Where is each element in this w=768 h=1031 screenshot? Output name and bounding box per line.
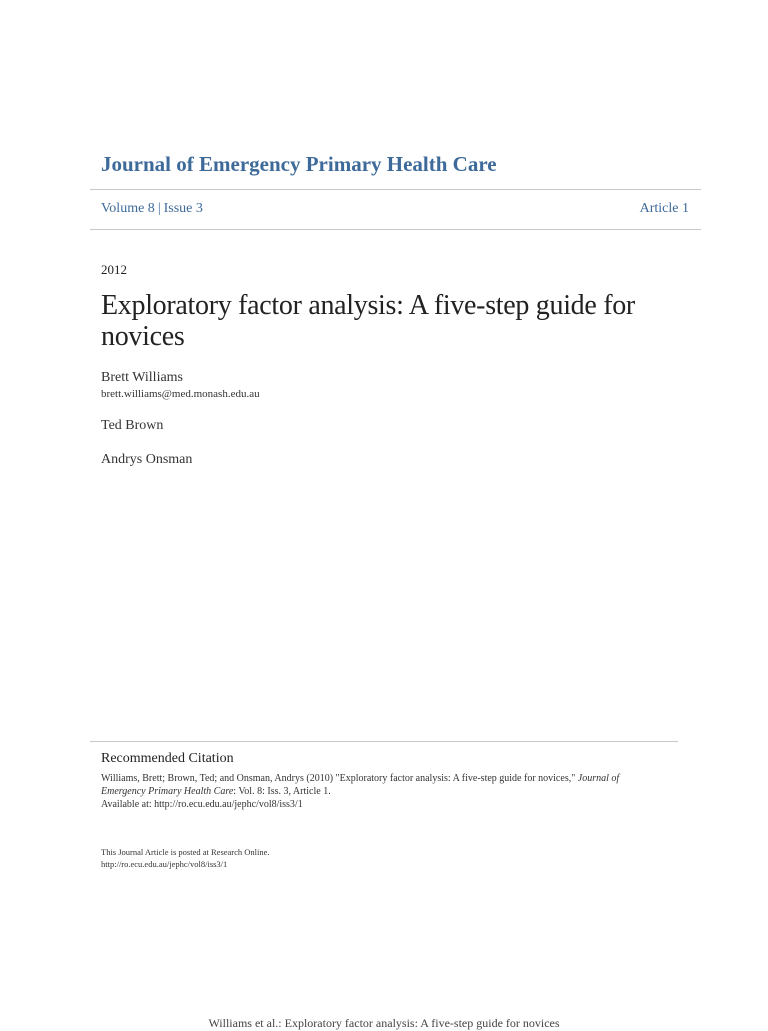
journal-title[interactable]: Journal of Emergency Primary Health Care [101,152,497,176]
author-name: Ted Brown [101,418,164,433]
section-divider [90,229,701,230]
publication-year: 2012 [101,262,127,277]
author-email[interactable]: brett.williams@med.monash.edu.au [101,388,260,400]
citation-journal: Journal of Emergency Primary Health Care [101,773,620,797]
recommended-citation-heading: Recommended Citation [101,751,234,766]
posted-url[interactable]: http://ro.ecu.edu.au/jephc/vol8/iss3/1 [101,859,228,869]
volume-link[interactable]: Volume 8 [101,201,155,216]
running-footer: Williams et al.: Exploratory factor analysis: A five-step guide for novices [208,1016,560,1030]
issue-link[interactable]: Issue 3 [163,201,203,216]
citation-available-at[interactable]: Available at: http://ro.ecu.edu.au/jephc/vol8/iss3/1 [101,799,303,810]
author-name: Brett Williams [101,370,184,385]
citation-part-2: : Vol. 8: Iss. 3, Article 1. [233,786,331,797]
header-divider [90,189,701,190]
citation-part-1: Williams, Brett; Brown, Ted; and Onsman, Andrys (2010) "Exploratory factor analysis: A five-step guide for novices," [101,773,578,784]
article-title: Exploratory factor analysis: A five-step guide for novices [101,290,635,352]
article-number-link[interactable]: Article 1 [639,201,689,216]
posted-line-1: This Journal Article is posted at Research Online. [101,847,270,857]
volume-issue-separator: | [157,201,161,216]
citation-divider [90,741,678,742]
citation-text [101,772,661,811]
volume-issue-nav [101,201,203,217]
author-name: Andrys Onsman [101,452,193,467]
posted-notice [101,846,501,870]
